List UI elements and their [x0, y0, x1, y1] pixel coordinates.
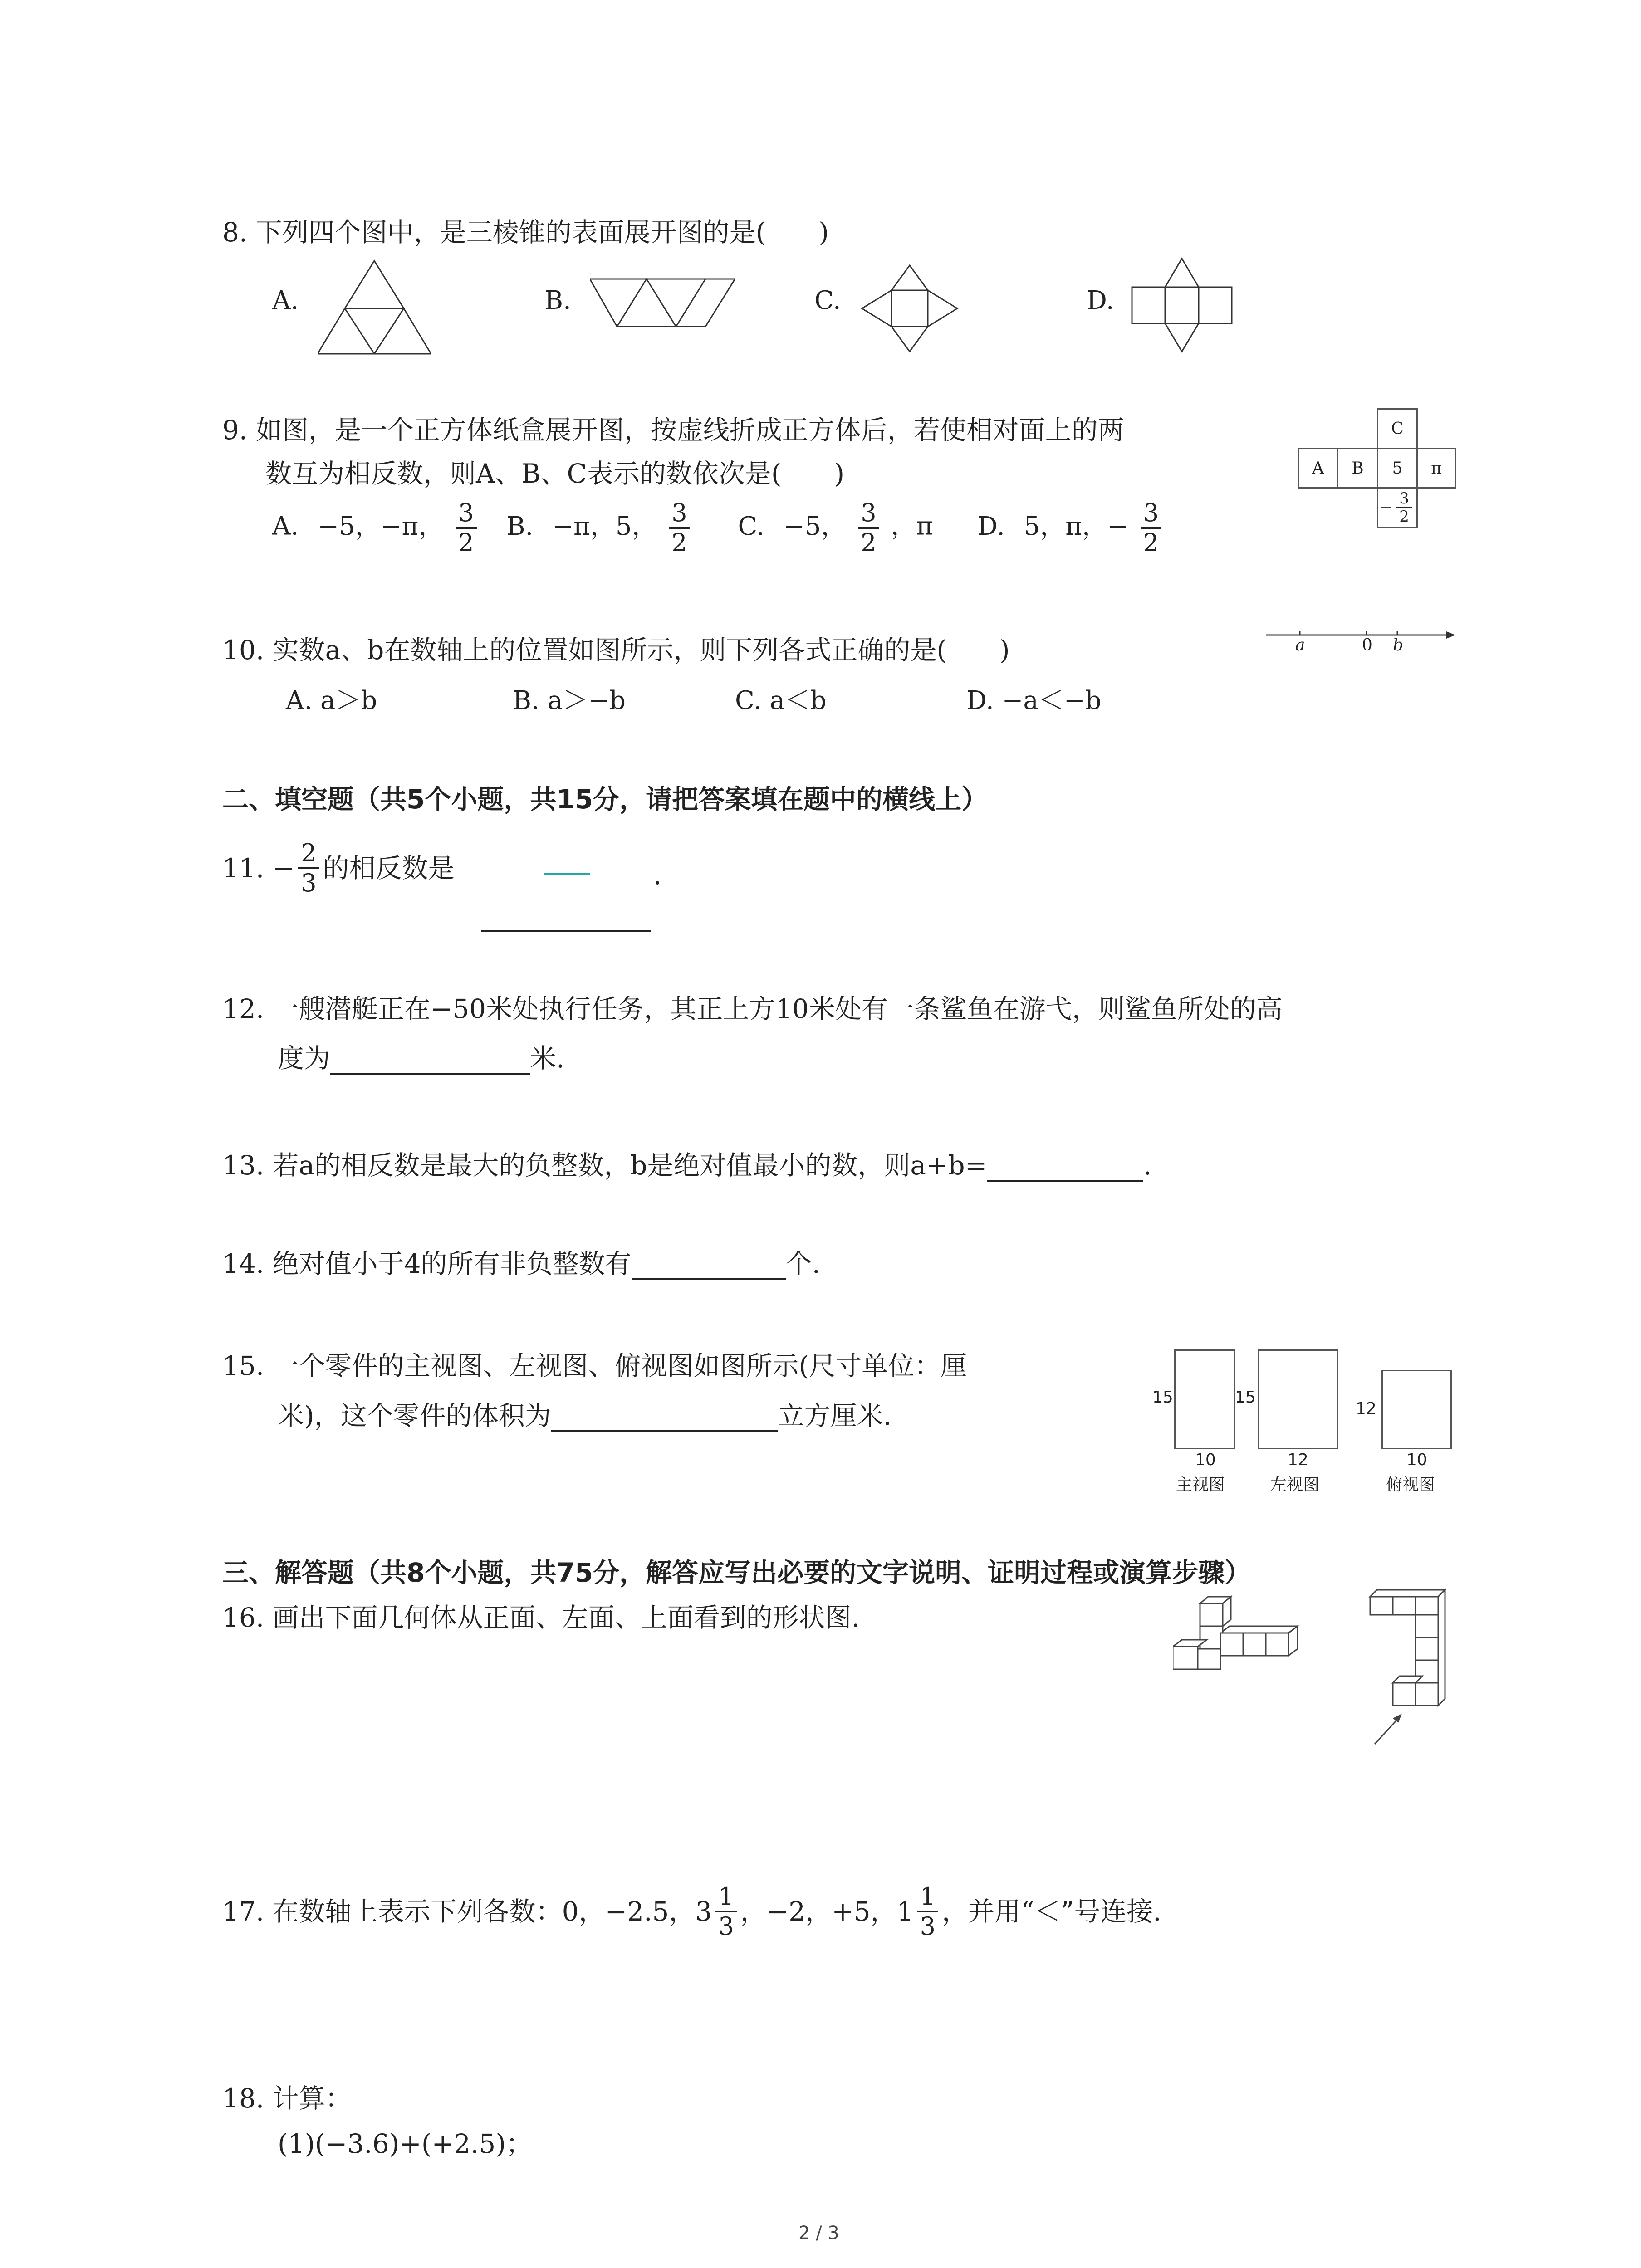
q9-option-b-text: −π，5，	[552, 511, 657, 541]
q16-cube-stack-figure-2	[1366, 1588, 1461, 1751]
q9-option-d-fraction	[1141, 499, 1161, 557]
net-cell-pi: π	[1416, 448, 1456, 489]
q13-post: .	[1143, 1150, 1152, 1181]
q16-cube-stack-figure-1	[1173, 1594, 1323, 1685]
top-view-label: 俯视图	[1386, 1476, 1435, 1494]
fraction-denominator: 2	[861, 528, 877, 557]
q10-option-c: C. a＜b	[735, 686, 827, 715]
q13-answer-blank[interactable]	[987, 1153, 1143, 1182]
top-view-side-dim: 12	[1356, 1399, 1376, 1418]
q9-cube-net	[1298, 408, 1456, 531]
fraction-denominator: 2	[1143, 528, 1159, 557]
q8-option-c: C.	[814, 286, 841, 315]
q9-option-d-text: 5，π，−	[1024, 511, 1129, 541]
top-view-bottom-dim: 10	[1406, 1451, 1427, 1469]
q12-answer-blank[interactable]	[330, 1046, 530, 1075]
fraction-denominator: 3	[920, 1912, 936, 1941]
front-view-label: 主视图	[1176, 1476, 1225, 1494]
q17-post: ，并用“＜”号连接.	[941, 1896, 1161, 1927]
q16-stem: 16. 画出下面几何体从正面、左面、上面看到的形状图.	[222, 1602, 860, 1633]
q14-answer-blank[interactable]	[632, 1251, 786, 1280]
fraction-numerator: 3	[1141, 499, 1161, 529]
fraction-numerator: 3	[858, 499, 879, 529]
fraction-denominator: 3	[718, 1912, 734, 1941]
fraction-denominator: 2	[1399, 508, 1409, 526]
fraction-numerator: 3	[669, 499, 690, 529]
minus-sign: −	[1379, 498, 1393, 517]
q12-line2-post: 米.	[530, 1043, 565, 1074]
fraction-numerator: 1	[715, 1882, 736, 1912]
q11-line	[222, 839, 455, 897]
q9-option-b-label: B.	[506, 511, 534, 541]
left-view-label: 左视图	[1270, 1476, 1320, 1494]
q17-mid: ，−2，+5，1	[740, 1896, 914, 1927]
axis-label-zero: 0	[1362, 636, 1372, 655]
q18-part1: (1)(−3.6)+(+2.5)；	[278, 2128, 532, 2159]
q15-line2-pre: 米)，这个零件的体积为	[278, 1400, 551, 1431]
net-fraction	[1396, 490, 1412, 525]
q18-stem: 18. 计算：	[222, 2083, 352, 2114]
q11-fraction	[298, 839, 319, 897]
left-view-bottom-dim: 12	[1288, 1451, 1308, 1469]
q9-option-a-fraction	[456, 499, 476, 557]
q15-answer-blank[interactable]	[551, 1403, 778, 1432]
q11-answer-mark	[544, 873, 590, 875]
section-2-heading: 二、填空题（共5个小题，共15分，请把答案填在题中的横线上）	[222, 784, 988, 815]
fraction-numerator: 3	[456, 499, 476, 529]
q17-fraction-1	[715, 1882, 736, 1941]
q11-end: .	[653, 860, 662, 890]
fraction-denominator: 2	[458, 528, 474, 557]
q11-suffix: 的相反数是	[323, 853, 455, 884]
q13-line	[222, 1149, 1152, 1182]
q10-number-line	[1266, 624, 1456, 660]
q9-option-a-text: −5，−π，	[318, 511, 444, 541]
q9-options-row	[272, 499, 1165, 557]
q17-line	[222, 1882, 1161, 1941]
axis-label-b: b	[1393, 636, 1404, 655]
q8-figure-a	[318, 259, 431, 356]
net-cell-a: A	[1298, 448, 1338, 489]
q9-option-b-fraction	[669, 499, 690, 557]
q17-pre: 17. 在数轴上表示下列各数：0，−2.5，3	[222, 1896, 712, 1927]
section-3-heading: 三、解答题（共8个小题，共75分，解答应写出必要的文字说明、证明过程或演算步骤）	[222, 1557, 1251, 1588]
q8-figure-d	[1130, 256, 1234, 354]
axis-label-a: a	[1295, 636, 1305, 655]
q8-option-d: D.	[1087, 286, 1114, 315]
q14-pre: 14. 绝对值小于4的所有非负整数有	[222, 1248, 632, 1279]
fraction-numerator: 3	[1396, 490, 1412, 508]
q9-option-a-label: A.	[272, 511, 299, 541]
q8-figure-b	[590, 277, 735, 329]
top-view-rect	[1381, 1370, 1452, 1449]
left-view-rect	[1258, 1349, 1338, 1449]
fraction-denominator: 3	[301, 869, 317, 897]
q9-option-c-label: C.	[738, 511, 765, 541]
left-view-side-dim: 15	[1235, 1388, 1256, 1407]
q15-line1: 15. 一个零件的主视图、左视图、俯视图如图所示(尺寸单位：厘	[222, 1350, 967, 1381]
front-view-bottom-dim: 10	[1195, 1451, 1216, 1469]
q12-line2	[278, 1042, 564, 1075]
q14-post: 个.	[785, 1248, 821, 1279]
front-view-side-dim: 15	[1152, 1388, 1173, 1407]
q9-line2: 数互为相反数，则A、B、C表示的数依次是( )	[265, 458, 845, 489]
q9-option-c-tail: ，π	[891, 511, 933, 541]
q17-fraction-2	[917, 1882, 938, 1941]
q13-pre: 13. 若a的相反数是最大的负整数，b是绝对值最小的数，则a+b=	[222, 1150, 987, 1181]
q9-option-c-fraction	[858, 499, 879, 557]
q8-figure-c	[860, 263, 960, 354]
q10-option-d: D. −a＜−b	[966, 686, 1102, 715]
q15-line2-post: 立方厘米.	[778, 1400, 892, 1431]
page-number: 2 / 3	[798, 2223, 839, 2244]
q10-option-a: A. a＞b	[286, 686, 377, 715]
q9-option-d-label: D.	[977, 511, 1005, 541]
q15-line2	[278, 1399, 892, 1432]
net-cell-neg-frac	[1377, 487, 1418, 528]
q8-option-b: B.	[544, 286, 571, 315]
q10-stem: 10. 实数a、b在数轴上的位置如图所示，则下列各式正确的是( )	[222, 635, 1010, 665]
q10-option-b: B. a＞−b	[513, 686, 626, 715]
q11-prefix: 11. −	[222, 853, 295, 884]
net-cell-c: C	[1377, 408, 1418, 449]
fraction-denominator: 2	[671, 528, 687, 557]
q9-option-c-text: −5，	[783, 511, 847, 541]
net-cell-5: 5	[1377, 448, 1418, 489]
fraction-numerator: 2	[298, 839, 319, 869]
fraction-numerator: 1	[917, 1882, 938, 1912]
q8-option-a: A.	[272, 286, 299, 315]
q8-stem: 8. 下列四个图中，是三棱锥的表面展开图的是( )	[222, 217, 829, 248]
q11-answer-blank[interactable]	[481, 930, 651, 932]
q14-line	[222, 1247, 820, 1280]
front-view-rect	[1174, 1349, 1235, 1449]
q9-line1: 9. 如图，是一个正方体纸盒展开图，按虚线折成正方体后，若使相对面上的两	[222, 415, 1124, 445]
q12-line1: 12. 一艘潜艇正在−50米处执行任务，其正上方10米处有一条鲨鱼在游弋，则鲨鱼所处的高	[222, 993, 1283, 1024]
net-cell-b: B	[1337, 448, 1378, 489]
q12-line2-pre: 度为	[278, 1043, 331, 1074]
